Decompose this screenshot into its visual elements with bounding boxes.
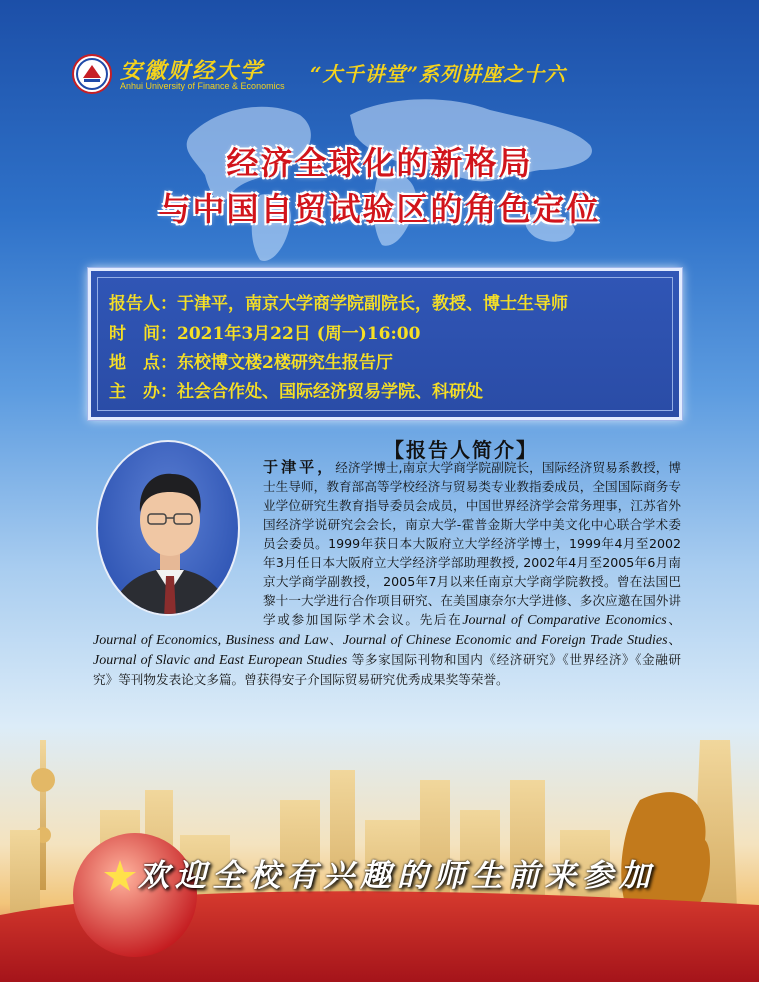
bio-sep-1: 、 — [666, 612, 682, 627]
bio-sep-3: 、 — [667, 632, 682, 647]
university-logo — [72, 54, 112, 94]
header — [72, 48, 732, 98]
journal-3: Journal of Chinese Economic and Foreign Trade Studies — [342, 633, 668, 648]
university-name-en: Anhui University of Finance & Economics — [120, 81, 285, 91]
journal-4: Journal of Slavic and East European Studies — [93, 653, 348, 668]
bio-paragraph-1: 经济学博士,南京大学商学院副院长，国际经济贸易系教授，博士生导师，教育部高等学校经济与贸易类专业教指委成员，全国国际商务专业学位研究生教育指导委员会成员，中国世界经济学会常务理事，江苏省外国经济学说研究会会长，南京大学-霍普金斯大学中美文化中心联合学术委员会委员。1999年获日本大阪府立大学经济学博士，1999年4月至2002年3月任日本大阪府立大学经济学部助理教授, 2002年4月至2005年6月南京大学商学副教授， 2005年7月以来任南京大学商学院教授。曾在法国巴黎十一大学进行合作项目研究、在美国康奈尔大学进修、多次应邀在国外讲学或参加国际学术会议。先后在 — [263, 460, 681, 627]
host-info: 主 办：社会合作处、国际经济贸易学院、科研处 — [109, 382, 483, 402]
journal-2: Journal of Economics, Business and Law — [93, 633, 329, 648]
event-info-box — [88, 268, 682, 420]
bio-sep-2: 、 — [328, 632, 343, 647]
bio-float-spacer — [93, 458, 263, 616]
lecture-series-label: “大千讲堂”系列讲座之十六 — [310, 62, 567, 86]
speaker-bio-text — [93, 458, 681, 689]
place-info: 地 点：东校博文楼2楼研究生报告厅 — [109, 353, 393, 373]
journal-1: Journal of Comparative Economics — [462, 613, 667, 628]
university-name-cn: 安徽财经大学 — [120, 58, 265, 84]
time-info: 时 间：2021年3月22日 (周一)16:00 — [109, 324, 421, 344]
speaker-name: 于津平， — [263, 458, 336, 476]
lecture-title-line1: 经济全球化的新格局 — [226, 144, 533, 182]
speaker-info: 报告人：于津平，南京大学商学院副院长，教授、博士生导师 — [109, 294, 568, 314]
bio-paragraph-2: 等多家国际刊物和国内《经济研究》《世界经济》《金融研究》等刊物发表论文多篇。曾获得安子介国际贸易研究优秀成果奖等荣誉。 — [93, 652, 681, 687]
speaker-bio-heading: 【报告人简介】 — [384, 438, 538, 462]
university-seal-icon — [74, 56, 110, 92]
welcome-banner: 欢迎全校有兴趣的师生前来参加 — [138, 858, 656, 894]
lecture-title-line2: 与中国自贸试验区的角色定位 — [158, 190, 601, 228]
